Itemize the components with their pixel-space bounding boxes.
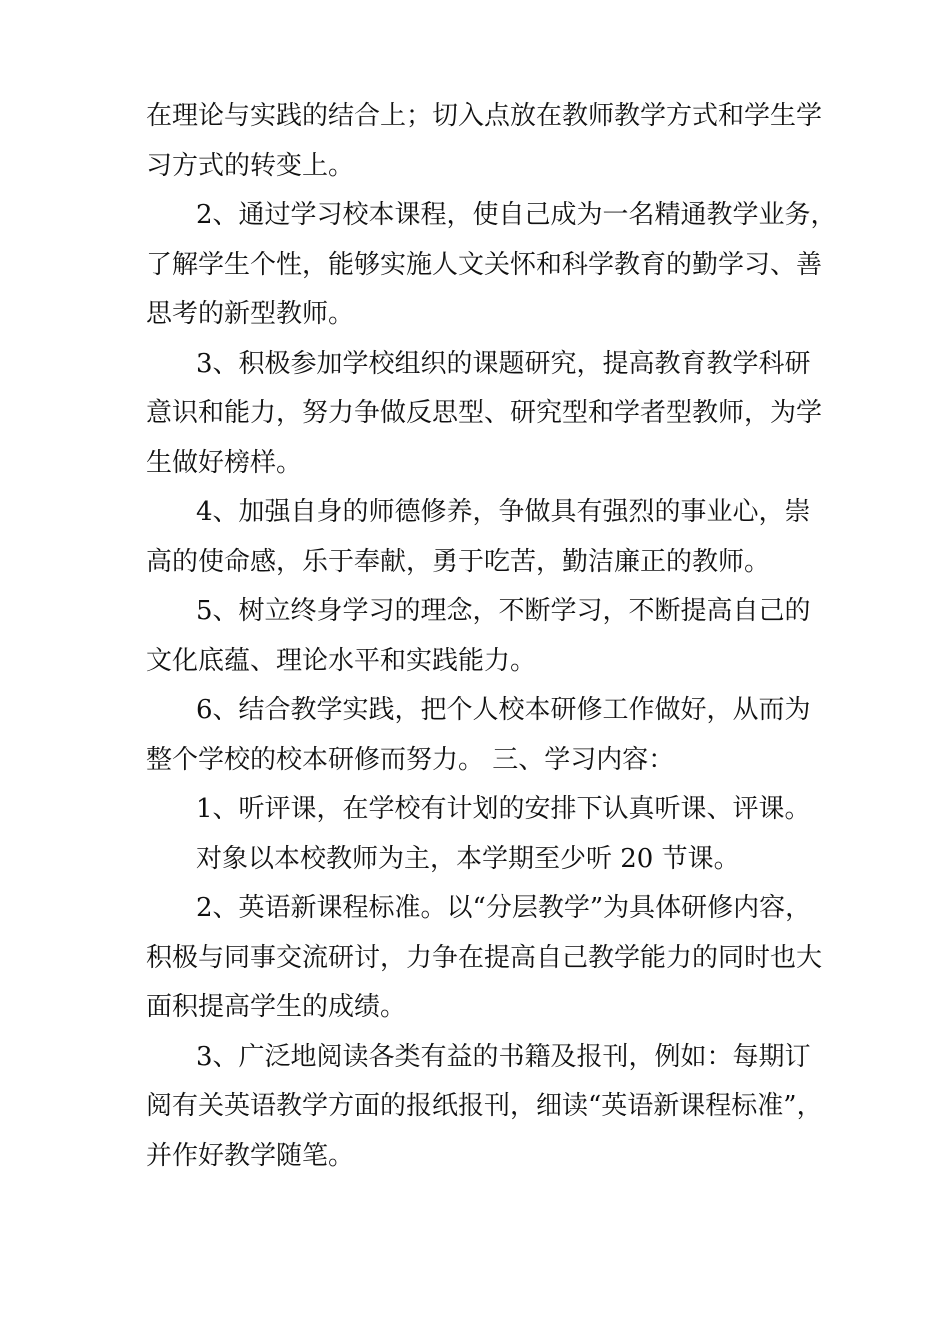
text-line: 3、广泛地阅读各类有益的书籍及报刊，例如：每期订 xyxy=(196,1041,811,1072)
text-line: 1、听评课，在学校有计划的安排下认真听课、评课。 xyxy=(196,794,811,824)
text-line: 5、树立终身学习的理念，不断学习，不断提高自己的 xyxy=(196,596,811,626)
text-line: 意识和能力，努力争做反思型、研究型和学者型教师，为学 xyxy=(146,398,823,428)
text-line: 并作好教学随笔。 xyxy=(146,1140,355,1171)
text-line: 对象以本校教师为主，本学期至少听 20 节课。 xyxy=(196,843,740,874)
text-line: 积极与同事交流研讨，力争在提高自己教学能力的同时也大 xyxy=(146,942,823,973)
text-line: 文化底蕴、理论水平和实践能力。 xyxy=(146,645,537,676)
text-line: 2、通过学习校本课程，使自己成为一名精通教学业务， xyxy=(196,200,837,230)
text-line: 习方式的转变上。 xyxy=(146,150,355,181)
text-line: 3、积极参加学校组织的课题研究，提高教育教学科研 xyxy=(196,348,811,379)
body-text xyxy=(146,92,837,1181)
text-line: 思考的新型教师。 xyxy=(146,299,355,329)
text-line: 在理论与实践的结合上；切入点放在教师教学方式和学生学 xyxy=(146,101,823,131)
text-line: 生做好榜样。 xyxy=(146,447,303,478)
text-line: 6、结合教学实践，把个人校本研修工作做好，从而为 xyxy=(196,695,811,725)
text-line: 4、加强自身的师德修养，争做具有强烈的事业心，崇 xyxy=(196,497,811,527)
text-line: 阅有关英语教学方面的报纸报刊，细读“英语新课程标准”， xyxy=(146,1091,823,1121)
text-line: 2、英语新课程标准。以“分层教学”为具体研修内容， xyxy=(196,893,812,923)
text-line: 整个学校的校本研修而努力。 三、学习内容： xyxy=(146,744,675,775)
text-line: 高的使命感，乐于奉献，勇于吃苦，勤洁廉正的教师。 xyxy=(146,546,771,577)
text-line: 面积提高学生的成绩。 xyxy=(146,992,407,1022)
text-line: 了解学生个性，能够实施人文关怀和科学教育的勤学习、善 xyxy=(146,249,823,280)
